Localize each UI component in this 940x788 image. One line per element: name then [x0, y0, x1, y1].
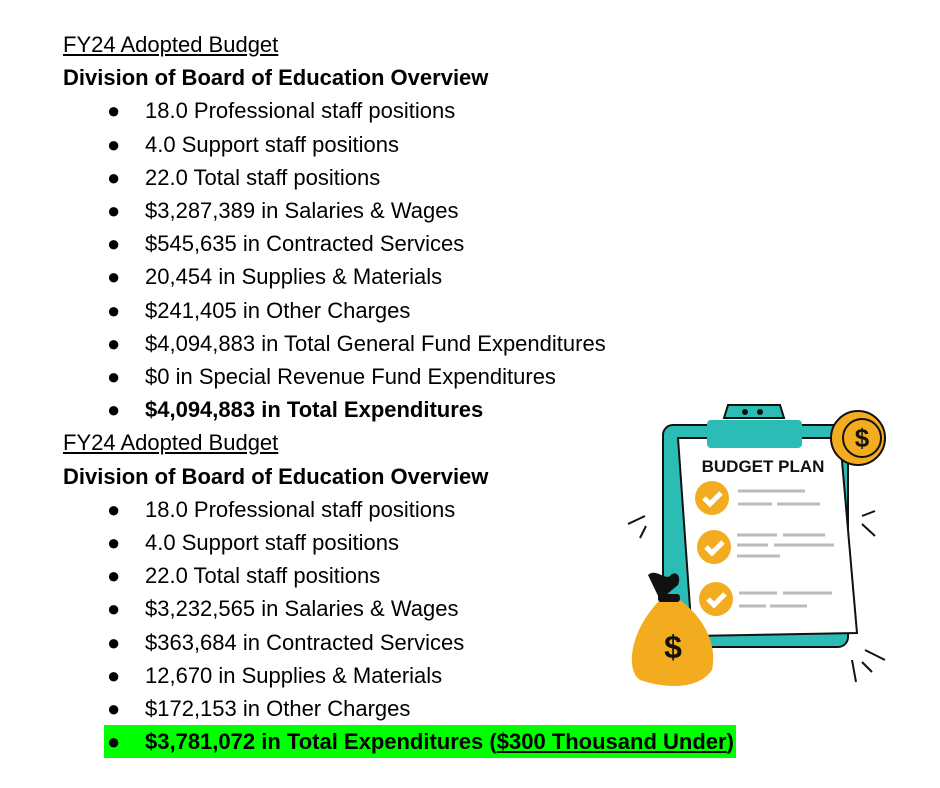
list-item: ● 18.0 Professional staff positions [107, 98, 456, 124]
list-item: ● 22.0 Total staff positions [107, 164, 381, 190]
list-item: ● $3,232,565 in Salaries & Wages [107, 596, 459, 622]
list-item: ● 22.0 Total staff positions [107, 563, 381, 589]
svg-text:$: $ [664, 629, 682, 665]
budget-list [63, 94, 736, 426]
list-item: ● 12,670 in Supplies & Materials [107, 662, 443, 688]
section-heading: Division of Board of Education Overview [63, 65, 489, 91]
list-item: ● $0 in Special Revenue Fund Expenditures [107, 364, 556, 390]
checklist-icons [695, 481, 733, 616]
list-item: ● $363,684 in Contracted Services [107, 629, 465, 655]
list-item: ● 4.0 Support staff positions [107, 530, 399, 556]
list-item: ● $4,094,883 in Total General Fund Expenditures [107, 330, 606, 356]
total-item: ● $4,094,883 in Total Expenditures [107, 397, 484, 423]
section-title: FY24 Adopted Budget [63, 32, 279, 57]
budget-plan-illustration [600, 400, 900, 700]
list-item: ● $3,287,389 in Salaries & Wages [107, 198, 459, 224]
svg-text:$: $ [854, 423, 870, 453]
list-item: ● $241,405 in Other Charges [107, 297, 411, 323]
list-item: ● 4.0 Support staff positions [107, 131, 399, 157]
list-item: ● $545,635 in Contracted Services [107, 231, 465, 257]
section-title: FY24 Adopted Budget [63, 430, 279, 456]
coin-icon [831, 411, 885, 465]
list-item: ● 20,454 in Supplies & Materials [107, 264, 443, 290]
section-heading: Division of Board of Education Overview [63, 463, 489, 489]
under-budget-note: $300 Thousand Under [496, 729, 727, 755]
list-item: ● 18.0 Professional staff positions [107, 496, 456, 522]
list-item: ● $172,153 in Other Charges [107, 696, 411, 722]
highlighted-total-item: ● $3,781,072 in Total Expenditures ($300 Thousand Under) [104, 725, 736, 758]
svg-text:BUDGET PLAN: BUDGET PLAN [701, 457, 825, 476]
